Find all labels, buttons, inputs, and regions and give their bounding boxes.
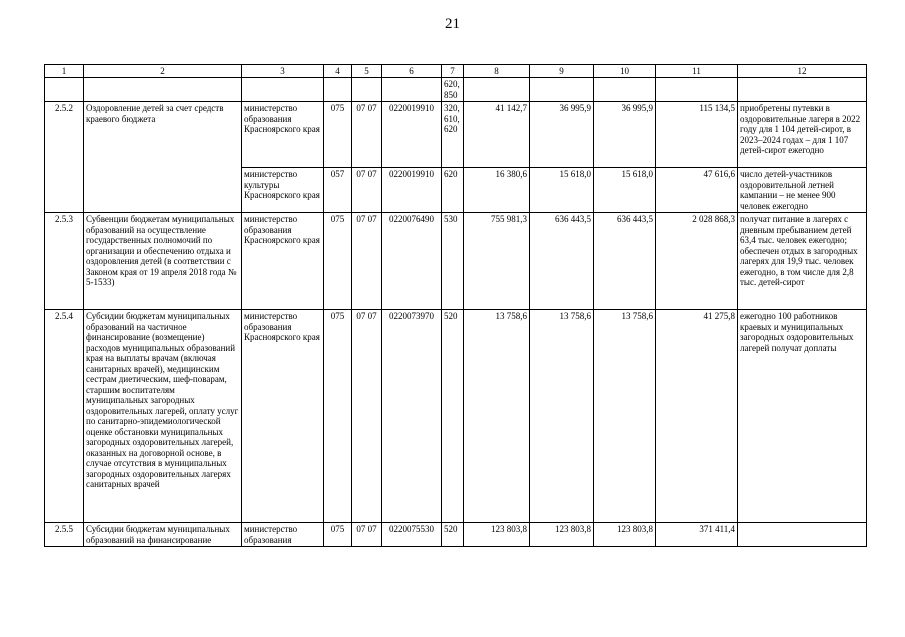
budget-table [44,64,867,547]
measure-name: Субсидии бюджетам муниципальных образований на финансирование [84,523,242,547]
row-number: 2.5.5 [45,523,84,547]
amount-2022: 13 758,6 [464,310,530,523]
administrator: министерство образования Красноярского края [242,310,324,523]
column-header: 6 [382,65,442,78]
target-code: 0220019910 [382,168,442,213]
amount-total: 47 616,6 [656,168,738,213]
row-number: 2.5.3 [45,213,84,310]
expense-type-code: 520 [442,523,464,547]
amount-2022: 16 380,6 [464,168,530,213]
amount-2024: 123 803,8 [594,523,656,547]
expense-type-code: 520 [442,310,464,523]
expected-result [738,523,867,547]
target-code: 0220075530 [382,523,442,547]
amount-2023: 36 995,9 [530,102,594,168]
target-code: 0220076490 [382,213,442,310]
measure-name: Оздоровление детей за счет средств краевого бюджета [84,102,242,213]
target-code: 0220019910 [382,102,442,168]
measure-name: Субсидии бюджетам муниципальных образований на частичное финансирование (возмещение) расходов муниципальных образований края на выплаты врачам (включая санитарных врачей), медицинским сестрам диетическим, шеф-поварам, старшим воспитателям муниципальных загородных оздоровительных лагерей, оплату услуг по санитарно-эпидемиологической оценке обстановки муниципальных загородных оздоровительных лагерей, оказанных на договорной основе, в случае отсутствия в муниципальных загородных оздоровительных лагерях санитарных врачей [84,310,242,523]
table-row [45,102,867,168]
column-header: 10 [594,65,656,78]
amount-2024: 15 618,0 [594,168,656,213]
gr-code: 075 [324,102,352,168]
administrator: министерство образования Красноярского края [242,213,324,310]
column-header: 3 [242,65,324,78]
expected-result: число детей-участников оздоровительной летней кампании – не менее 900 человек ежегодно [738,168,867,213]
gr-code: 075 [324,310,352,523]
measure-name [84,78,242,102]
administrator [242,78,324,102]
target-code: 0220073970 [382,310,442,523]
amount-total: 371 411,4 [656,523,738,547]
amount-2024: 13 758,6 [594,310,656,523]
column-header: 1 [45,65,84,78]
amount-2022 [464,78,530,102]
amount-2024 [594,78,656,102]
amount-2023: 636 443,5 [530,213,594,310]
amount-total: 115 134,5 [656,102,738,168]
gr-code: 075 [324,213,352,310]
amount-2022: 755 981,3 [464,213,530,310]
amount-2023: 13 758,6 [530,310,594,523]
gr-code: 057 [324,168,352,213]
amount-2023 [530,78,594,102]
expense-type-code: 530 [442,213,464,310]
table-row [45,310,867,523]
administrator: министерство образования Красноярского края [242,102,324,168]
section-code [352,78,382,102]
column-header: 8 [464,65,530,78]
table-header-row [45,65,867,78]
column-header: 11 [656,65,738,78]
amount-2022: 41 142,7 [464,102,530,168]
row-number: 2.5.4 [45,310,84,523]
expected-result: приобретены путевки в оздоровительные лагеря в 2022 году для 1 104 детей-сирот, в 2023–2024 годах – для 1 107 детей-сирот ежегодно [738,102,867,168]
expected-result: ежегодно 100 работников краевых и муниципальных загородных оздоровительных лагерей получат доплаты [738,310,867,523]
column-header: 5 [352,65,382,78]
target-code [382,78,442,102]
expected-result: получат питание в лагерях с дневным пребыванием детей 63,4 тыс. человек ежегодно; обеспечен отдых в загородных лагерях для 19,9 тыс. человек ежегодно, в том числе для 2,8 тыс. детей-сирот [738,213,867,310]
amount-2023: 123 803,8 [530,523,594,547]
column-header: 7 [442,65,464,78]
section-code: 07 07 [352,102,382,168]
row-number [45,78,84,102]
row-number: 2.5.2 [45,102,84,213]
amount-total [656,78,738,102]
expected-result [738,78,867,102]
section-code: 07 07 [352,523,382,547]
section-code: 07 07 [352,168,382,213]
page-number: 21 [445,16,460,32]
amount-2023: 15 618,0 [530,168,594,213]
administrator: министерство культуры Красноярского края [242,168,324,213]
column-header: 12 [738,65,867,78]
gr-code [324,78,352,102]
column-header: 4 [324,65,352,78]
table-row [45,78,867,102]
table-row [45,213,867,310]
section-code: 07 07 [352,213,382,310]
administrator: министерство образования [242,523,324,547]
expense-type-code: 620 [442,168,464,213]
expense-type-code: 320, 610, 620 [442,102,464,168]
amount-total: 2 028 868,3 [656,213,738,310]
gr-code: 075 [324,523,352,547]
table-row [45,523,867,547]
amount-total: 41 275,8 [656,310,738,523]
section-code: 07 07 [352,310,382,523]
amount-2024: 636 443,5 [594,213,656,310]
column-header: 2 [84,65,242,78]
measure-name: Субвенции бюджетам муниципальных образований на осуществление государственных полномочий по организации и обеспечению отдыха и оздоровления детей (в соответствии с Законом края от 19 апреля 2018 года № 5-1533) [84,213,242,310]
expense-type-code: 620, 850 [442,78,464,102]
amount-2024: 36 995,9 [594,102,656,168]
amount-2022: 123 803,8 [464,523,530,547]
column-header: 9 [530,65,594,78]
